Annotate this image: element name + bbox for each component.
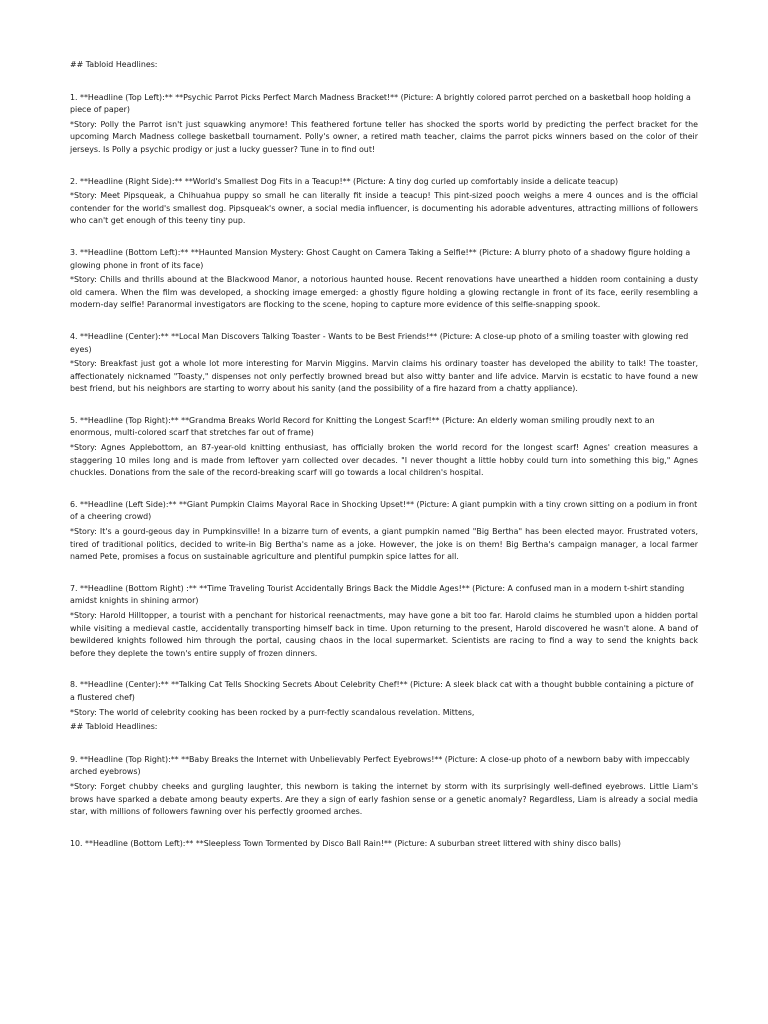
story-text: *Story: Forget chubby cheeks and gurgling laughter, this newborn is taking the internet by storm with its surprisingly well-defined eyebrows. Little Liam's brows have sparked a debate among beauty experts. Are they a sign of early fashion sense or a genetic anomaly? Regardless, Liam is already a social media star, with millions of followers fawning over his perfectly groomed arches. bbox=[70, 781, 698, 817]
list-item bbox=[70, 92, 698, 157]
list-item bbox=[70, 679, 698, 719]
headline-text: 8. **Headline (Center):** **Talking Cat Tells Shocking Secrets About Celebrity Chef!** (Picture: A sleek black cat with a thought bubble containing a picture of a flustered chef) bbox=[70, 680, 694, 702]
headline-text: 3. **Headline (Bottom Left):** **Haunted Mansion Mystery: Ghost Caught on Camera Taking a Selfie!** (Picture: A blurry photo of a shadowy figure holding a glowing phone in front of its face) bbox=[70, 247, 691, 270]
story-text: *Story: It's a gourd-geous day in Pumpkinsville! In a bizarre turn of events, a giant pumpkin named "Big Bertha" has been elected mayor. Frustrated voters, tired of traditional politics, decided to write-in Big Bertha's name as a joke. However, the joke is on them! Big Bertha's campaign manager, a local farmer named Pete, promises a focus on sustainable agriculture and plentiful pumpkin spice lattes for all. bbox=[70, 527, 698, 562]
headline-text: 10. **Headline (Bottom Left):** **Sleepless Town Tormented by Disco Ball Rain!** (Picture: A suburban street littered with shiny disco balls) bbox=[70, 838, 621, 848]
section-heading: ## Tabloid Headlines: bbox=[70, 722, 158, 732]
headline-text: 5. **Headline (Top Right):** **Grandma Breaks World Record for Knitting the Longest Scarf!** (Picture: An elderly woman smiling proudly next to an enormous, multi-colored scarf that stretches far out of frame) bbox=[70, 415, 655, 438]
headline-text: 4. **Headline (Center):** **Local Man Discovers Talking Toaster - Wants to be Best Friends!** (Picture: A close-up photo of a smiling toaster with glowing red eyes) bbox=[70, 331, 689, 354]
list-item bbox=[70, 754, 698, 819]
headline-text: 1. **Headline (Top Left):** **Psychic Parrot Picks Perfect March Madness Bracket!** (Picture: A brightly colored parrot perched on a basketball hoop holding a piece of paper) bbox=[70, 92, 691, 115]
list-item bbox=[70, 247, 698, 312]
story-text: *Story: Chills and thrills abound at the Blackwood Manor, a notorious haunted house. Recent renovations have unearthed a hidden room containing a dusty old camera. When the film was developed, a shocking image emerged: a ghostly figure holding a glowing rectangle in front of its face, eerily resembling a modern-day selfie! Paranormal investigators are flocking to the scene, hoping to capture more evidence of this selfie-snapping spook. bbox=[70, 275, 698, 310]
story-text: *Story: Harold Hilltopper, a tourist with a penchant for historical reenactments, may have gone a bit too far. Harold claims he stumbled upon a hidden portal while visiting a medieval castle, accidentally transporting himself back in time. Upon returning to the present, Harold discovered he wasn't alone. A band of bewildered knights followed him through the portal, causing chaos in the local supermarket. Scientists are racing to find a way to send the knights back before they deplete the town's entire supply of frozen dinners. bbox=[70, 611, 698, 658]
headline-text: 6. **Headline (Left Side):** **Giant Pumpkin Claims Mayoral Race in Shocking Upset!** (Picture: A giant pumpkin with a tiny crown sitting on a podium in front of a cheering crowd) bbox=[70, 499, 698, 522]
story-text: *Story: Agnes Applebottom, an 87-year-old knitting enthusiast, has officially broken the world record for the longest scarf! Agnes' creation measures a staggering 10 miles long and is made from leftover yarn collected over decades. "I never thought a little hobby could turn into something this big," Agnes chuckles. Donations from the sale of the record-breaking scarf will go towards a local children's hospital. bbox=[70, 443, 698, 478]
story-text: *Story: The world of celebrity cooking has been rocked by a purr-fectly scandalous revelation. Mittens, bbox=[70, 707, 475, 717]
story-text: *Story: Polly the Parrot isn't just squawking anymore! This feathered fortune teller has shocked the sports world by predicting the perfect bracket for the upcoming March Madness college basketball tournament. Polly's owner, a retired math teacher, claims the parrot picks winners based on the color of their jerseys. Is Polly a psychic prodigy or just a lucky guesser? Tune in to find out! bbox=[70, 119, 698, 154]
list-item bbox=[70, 415, 698, 480]
headline-text: 2. **Headline (Right Side):** **World's Smallest Dog Fits in a Teacup!** (Picture: A tiny dog curled up comfortably inside a delicate teacup) bbox=[70, 176, 619, 186]
section-heading: ## Tabloid Headlines: bbox=[70, 60, 158, 69]
list-item bbox=[70, 838, 698, 851]
story-text: *Story: Breakfast just got a whole lot more interesting for Marvin Miggins. Marvin claims his ordinary toaster has developed the ability to talk! The toaster, affectionately nicknamed "Toasty," dispenses not only perfectly browned bread but also witty banter and life advice. Marvin is ecstatic to have found a new best friend, but his neighbors are starting to worry about his sanity (and the possibility of a fire hazard from a chatty appliance). bbox=[70, 359, 698, 394]
headline-text: 9. **Headline (Top Right):** **Baby Breaks the Internet with Unbelievably Perfect Eyebrows!** (Picture: A close-up photo of a newborn baby with impeccably arched eyebrows) bbox=[70, 754, 690, 777]
headline-text: 7. **Headline (Bottom Right) :** **Time Traveling Tourist Accidentally Brings Back the Middle Ages!** (Picture: A confused man in a modern t-shirt standing amidst knights in shining armor) bbox=[70, 583, 685, 606]
list-item bbox=[70, 499, 698, 564]
list-item bbox=[70, 331, 698, 396]
list-item bbox=[70, 583, 698, 661]
story-text: *Story: Meet Pipsqueak, a Chihuahua puppy so small he can literally fit inside a teacup! This pint-sized pooch weighs a mere 4 ounces and is the official contender for the world's smallest dog. Pipsqueak's owner, a social media influencer, is documenting his adorable adventures, attracting millions of followers who can't get enough of this teeny tiny pup. bbox=[70, 191, 698, 226]
list-item bbox=[70, 176, 698, 228]
